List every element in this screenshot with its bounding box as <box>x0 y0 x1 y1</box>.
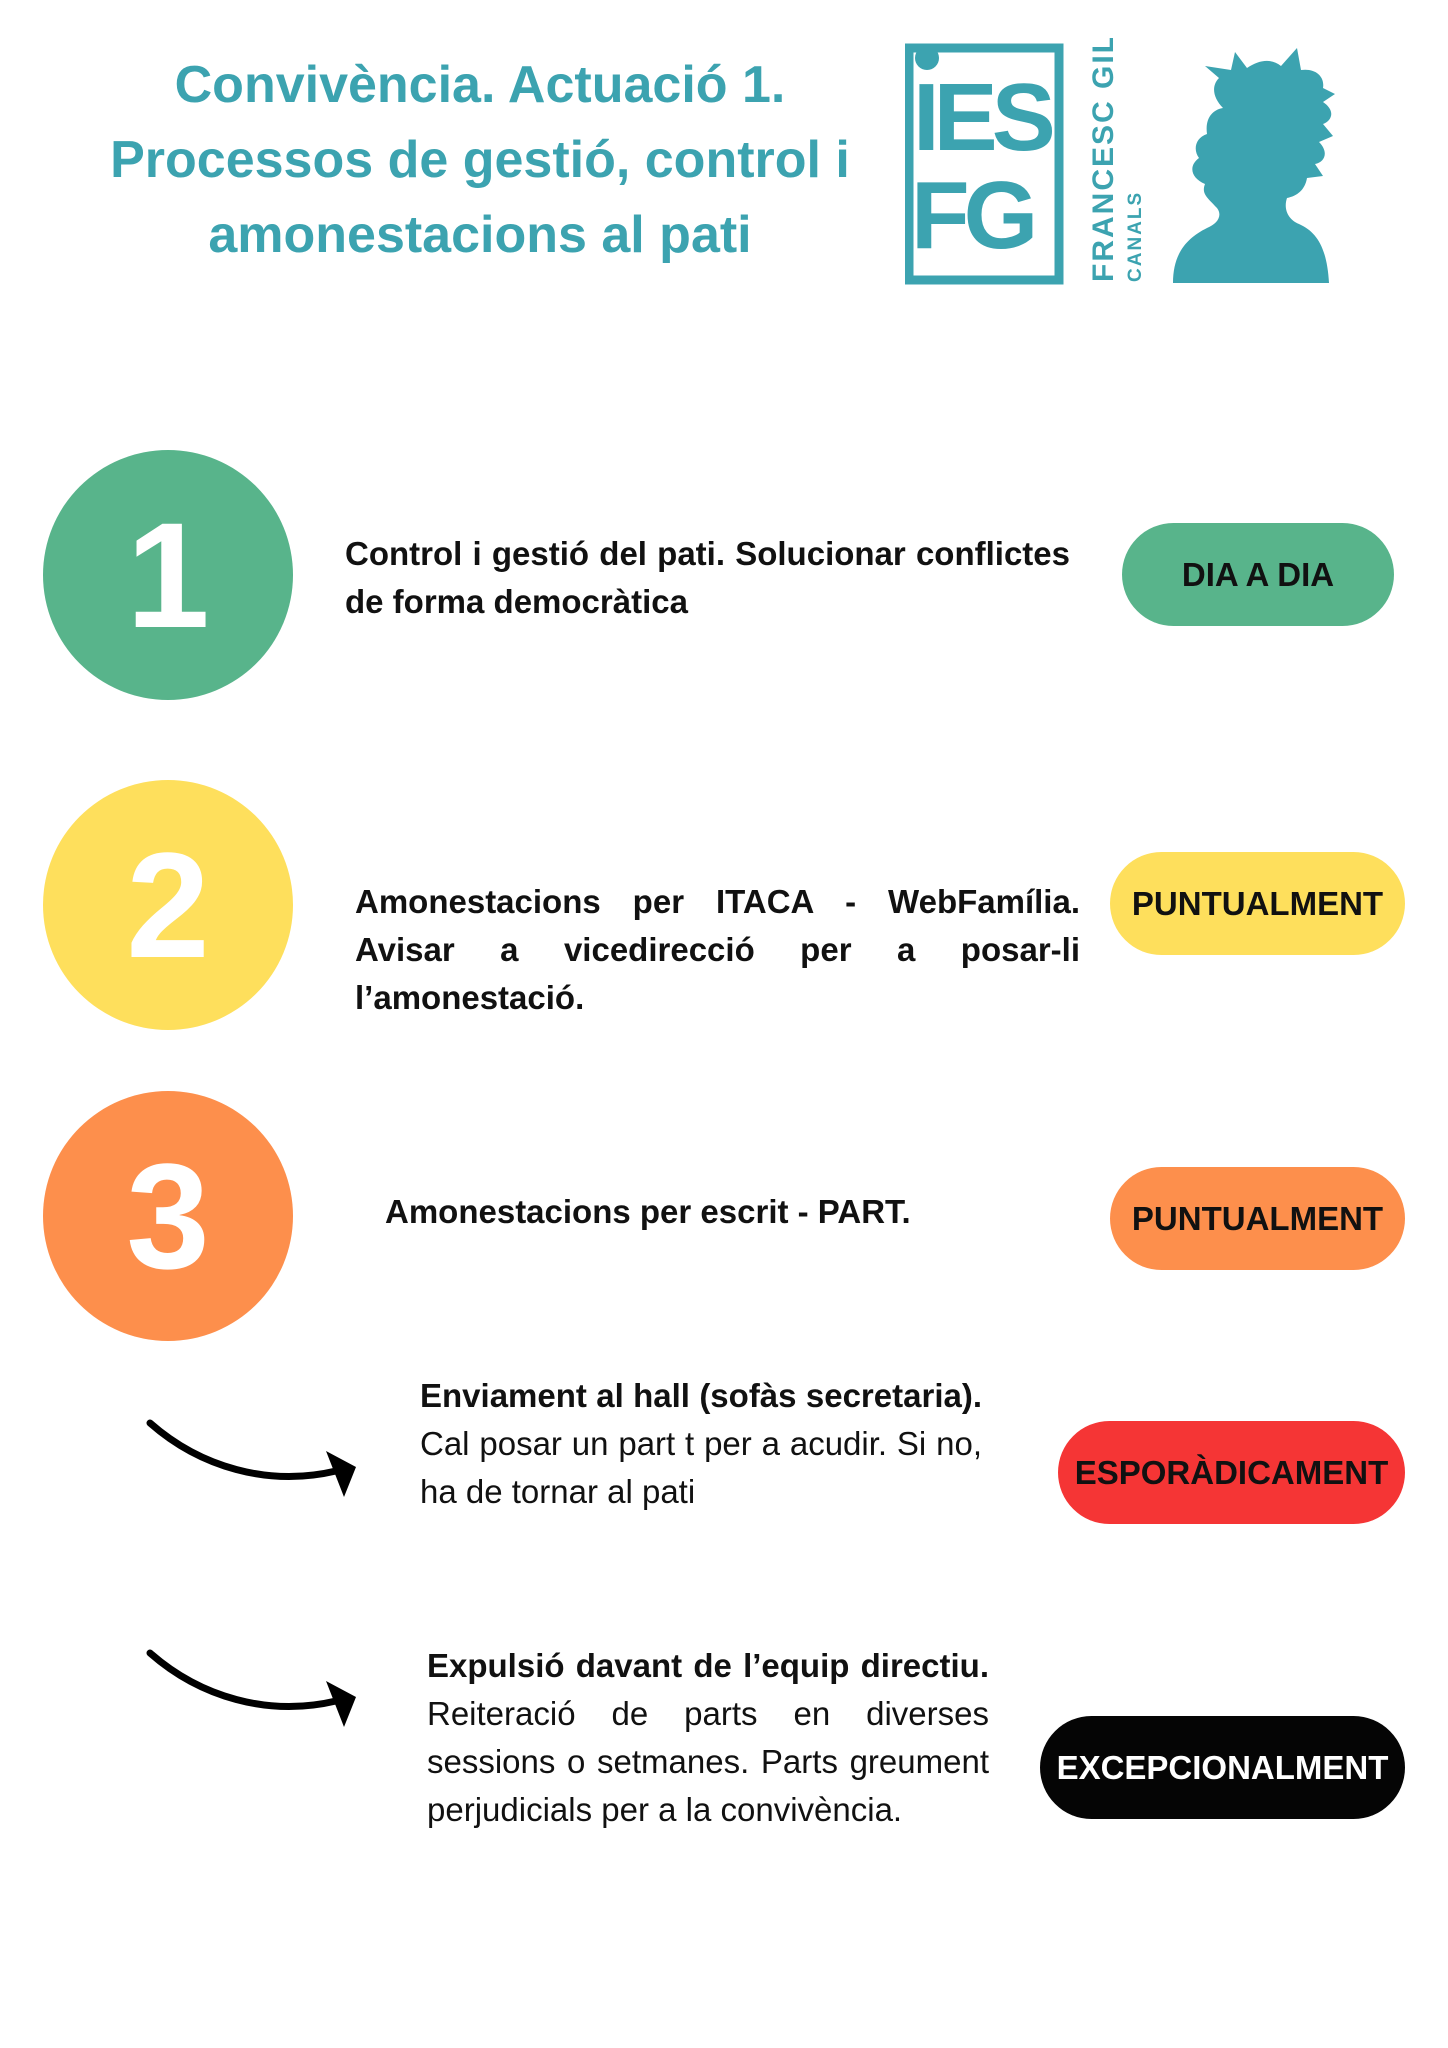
step-3-frequency-badge: PUNTUALMENT <box>1110 1167 1405 1270</box>
title-line-1: Convivència. Actuació 1. <box>174 56 786 114</box>
substep-expulsion-detail: Reiteració de parts en diverses sessions o setmanes. Parts greument perjudicials per a la convivència. <box>427 1695 989 1828</box>
svg-text:FRANCESC GIL: FRANCESC GIL <box>1087 38 1120 282</box>
step-3-number: 3 <box>126 1132 210 1300</box>
school-logo <box>905 38 1385 288</box>
page-title <box>60 48 900 273</box>
step-1-number: 1 <box>126 491 210 659</box>
substep-expulsion-bold: Expulsió davant de l’equip directiu. <box>427 1647 989 1684</box>
svg-text:CANALS: CANALS <box>1125 190 1146 282</box>
step-2-frequency-badge: PUNTUALMENT <box>1110 852 1405 955</box>
step-1-text: Control i gestió del pati. Solucionar conflictes de forma democràtica <box>345 535 1070 620</box>
step-2-text: Amonestacions per ITACA - WebFamília. Avisar a vicedirecció per a posar-li l’amonestació. <box>355 883 1080 1016</box>
substep-expulsion-text <box>427 1642 989 1834</box>
svg-text:FG: FG <box>911 162 1033 269</box>
curved-arrow-icon <box>138 1405 368 1515</box>
ies-francesc-gil-logo-icon <box>905 38 1385 288</box>
step-3-circle <box>43 1091 293 1341</box>
step-3-text: Amonestacions per escrit - PART. <box>385 1193 911 1230</box>
step-1-circle <box>43 450 293 700</box>
curved-arrow-icon <box>138 1635 368 1745</box>
substep-hall-bold: Enviament al hall (sofàs secretaria). <box>420 1377 982 1414</box>
substep-expulsion-frequency-badge: EXCEPCIONALMENT <box>1040 1716 1405 1819</box>
svg-text:IES: IES <box>913 64 1050 171</box>
title-line-2: Processos de gestió, control i <box>110 131 850 189</box>
step-2-circle <box>43 780 293 1030</box>
substep-hall-detail: Cal posar un part t per a acudir. Si no, ha de tornar al pati <box>420 1425 982 1510</box>
substep-hall-frequency-badge: ESPORÀDICAMENT <box>1058 1421 1405 1524</box>
step-1-frequency-badge: DIA A DIA <box>1122 523 1394 626</box>
title-line-3: amonestacions al pati <box>208 206 752 264</box>
substep-hall-text <box>420 1372 982 1516</box>
step-2-number: 2 <box>126 821 210 989</box>
